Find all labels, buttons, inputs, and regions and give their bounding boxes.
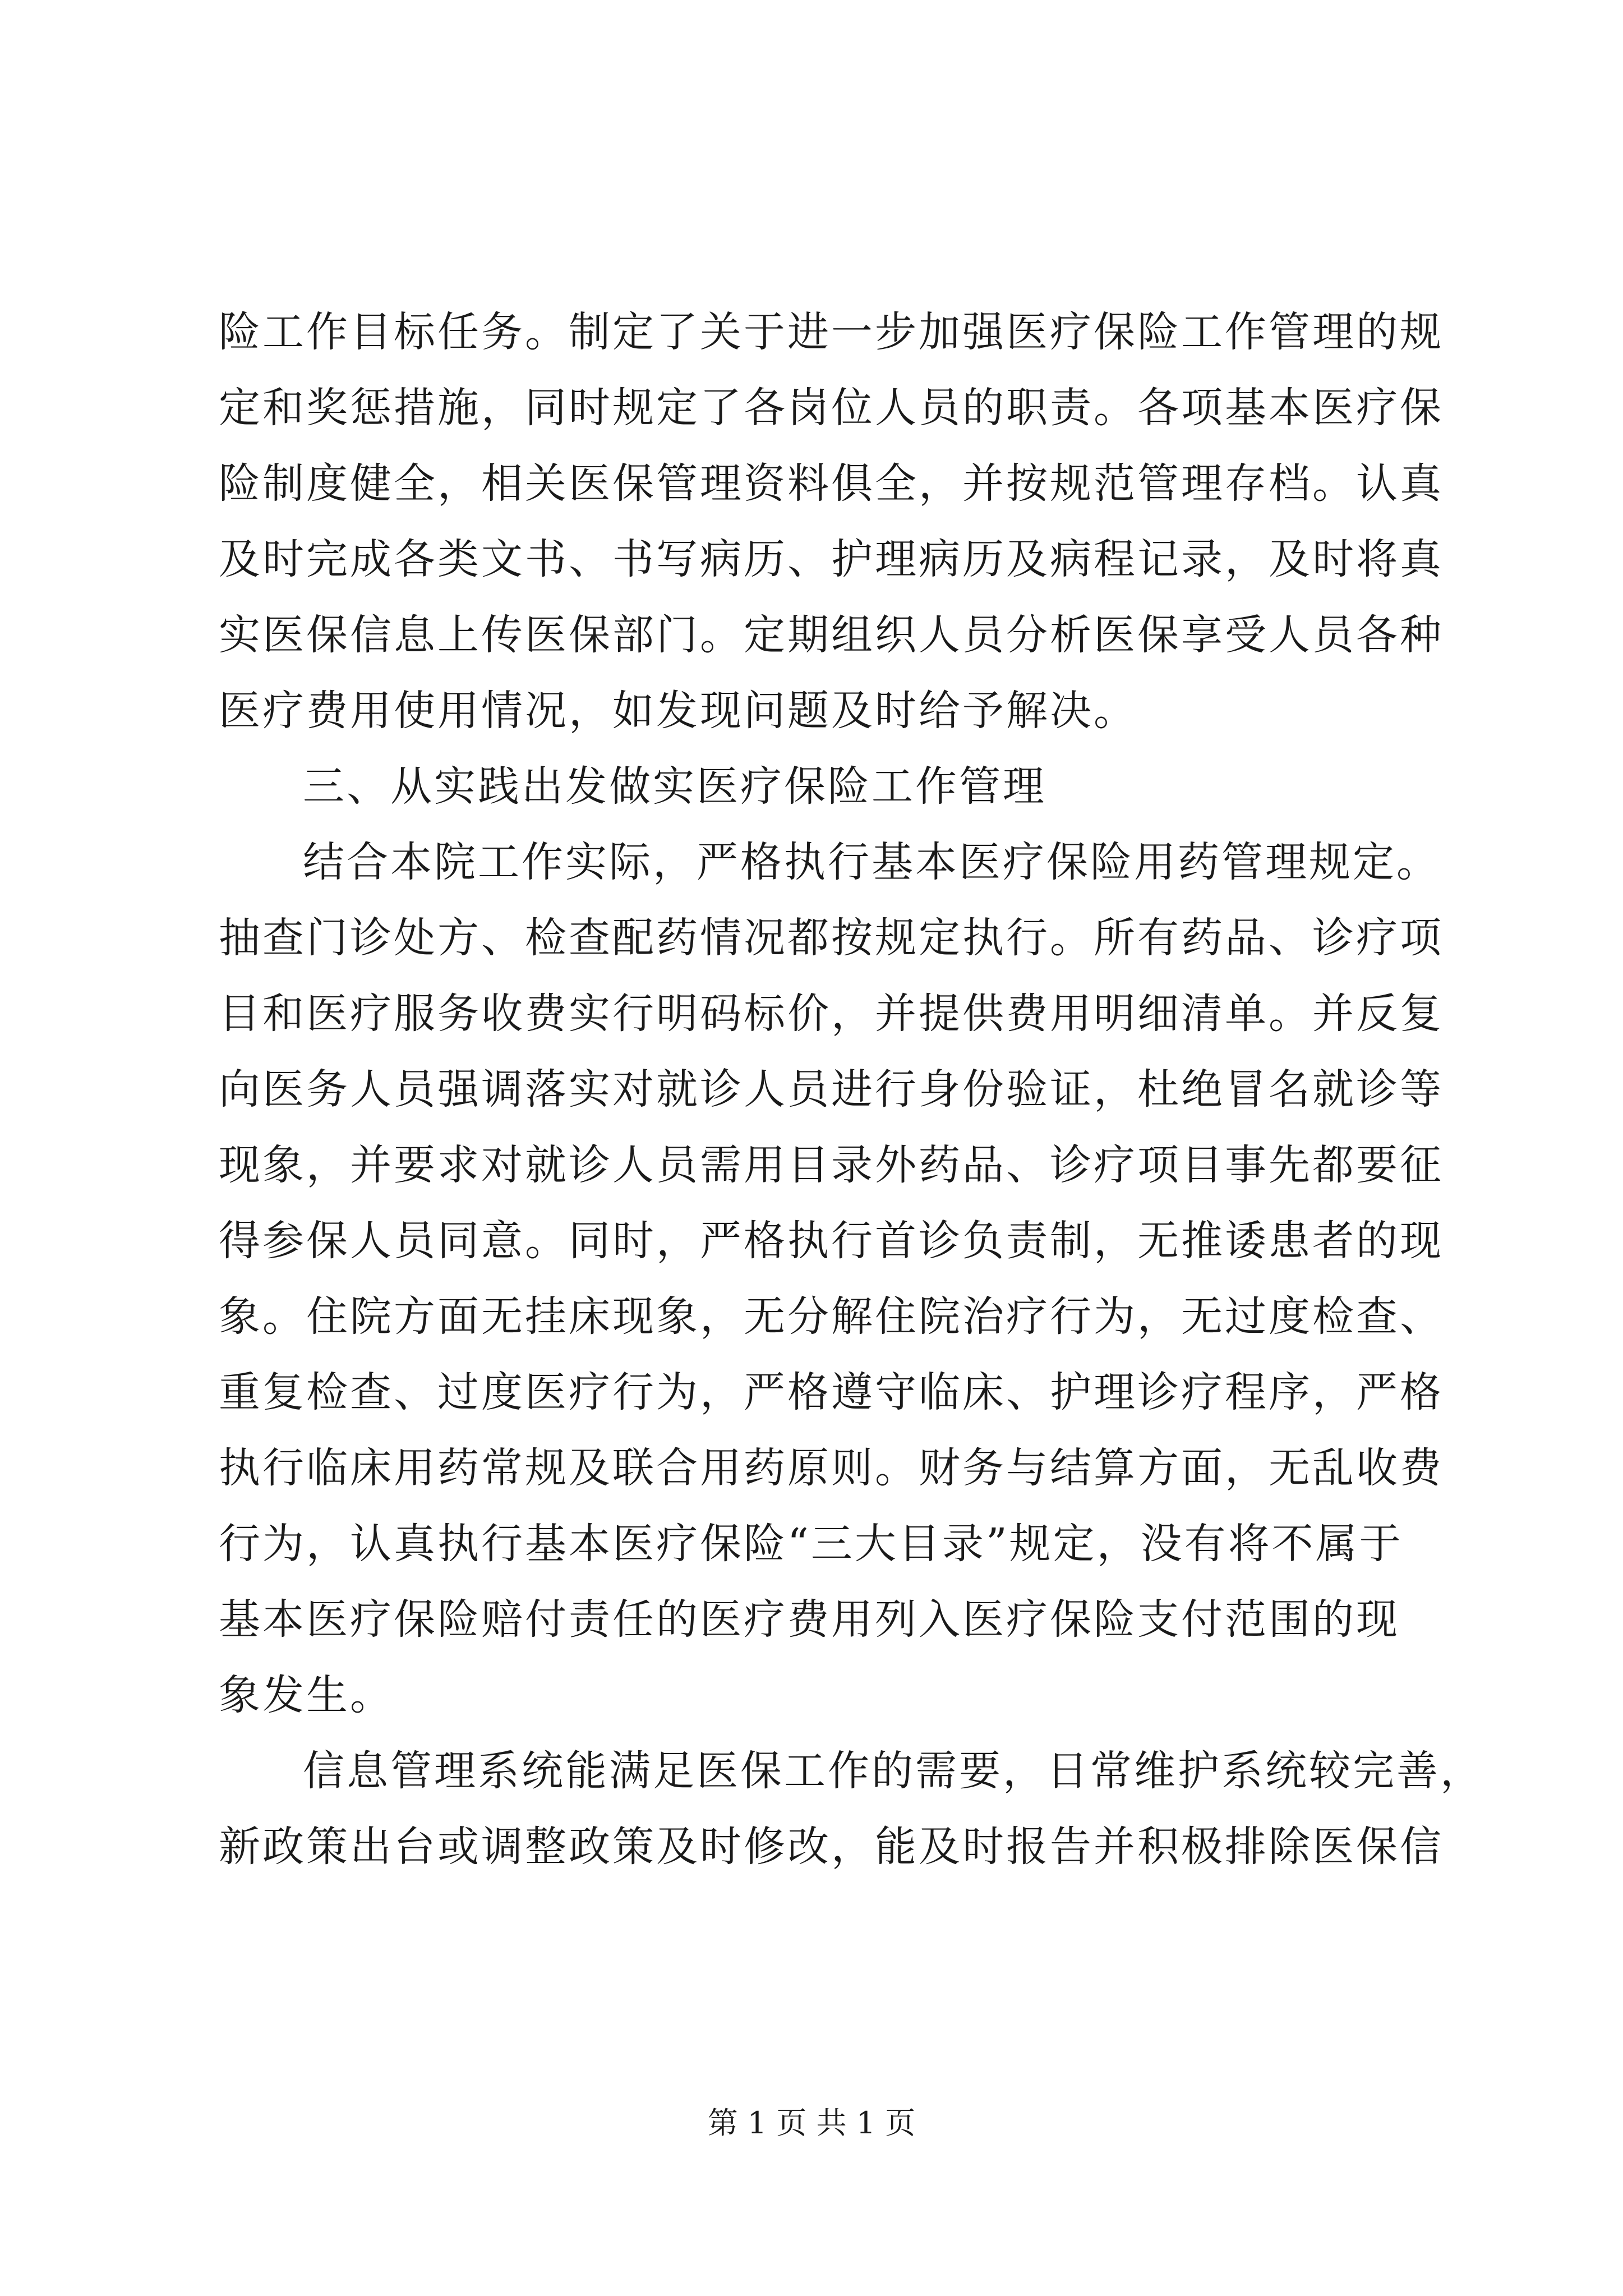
text-line-17: 行为，认真执行基本医疗保险“三大目录”规定，没有将不属于 xyxy=(219,1520,1403,1568)
text-line-2: 定和奖惩措施，同时规定了各岗位人员的职责。各项基本医疗保 xyxy=(219,384,1444,432)
text-line-13: 得参保人员同意。同时，严格执行首诊负责制，无推诿患者的现 xyxy=(219,1217,1444,1265)
text-line-3: 险制度健全，相关医保管理资料俱全，并按规范管理存档。认真 xyxy=(219,459,1444,508)
text-line-20: 信息管理系统能满足医保工作的需要，日常维护系统较完善， xyxy=(303,1747,1484,1795)
text-line-10: 目和医疗服务收费实行明码标价，并提供费用明细清单。并反复 xyxy=(219,990,1444,1038)
text-line-6: 医疗费用使用情况，如发现问题及时给予解决。 xyxy=(219,687,1137,735)
text-line-14: 象。住院方面无挂床现象，无分解住院治疗行为，无过度检查、 xyxy=(219,1292,1444,1341)
page-footer: 第 1 页 共 1 页 xyxy=(707,2105,916,2141)
text-line-19: 象发生。 xyxy=(219,1671,394,1719)
text-line-18: 基本医疗保险赔付责任的医疗费用列入医疗保险支付范围的现 xyxy=(219,1595,1400,1644)
text-line-9: 抽查门诊处方、检查配药情况都按规定执行。所有药品、诊疗项 xyxy=(219,914,1444,962)
text-line-5: 实医保信息上传医保部门。定期组织人员分析医保享受人员各种 xyxy=(219,611,1444,659)
section-heading: 三、从实践出发做实医疗保险工作管理 xyxy=(303,762,1046,811)
text-line-16: 执行临床用药常规及联合用药原则。财务与结算方面，无乱收费 xyxy=(219,1444,1444,1492)
text-line-1: 险工作目标任务。制定了关于进一步加强医疗保险工作管理的规 xyxy=(219,308,1444,356)
text-line-21: 新政策出台或调整政策及时修改，能及时报告并积极排除医保信 xyxy=(219,1823,1444,1871)
text-line-15: 重复检查、过度医疗行为，严格遵守临床、护理诊疗程序，严格 xyxy=(219,1368,1444,1416)
text-line-4: 及时完成各类文书、书写病历、护理病历及病程记录，及时将真 xyxy=(219,535,1444,583)
text-line-12: 现象，并要求对就诊人员需用目录外药品、诊疗项目事先都要征 xyxy=(219,1141,1444,1189)
text-line-11: 向医务人员强调落实对就诊人员进行身份验证，杜绝冒名就诊等 xyxy=(219,1065,1444,1114)
text-line-8: 结合本院工作实际，严格执行基本医疗保险用药管理规定。 xyxy=(303,838,1440,886)
